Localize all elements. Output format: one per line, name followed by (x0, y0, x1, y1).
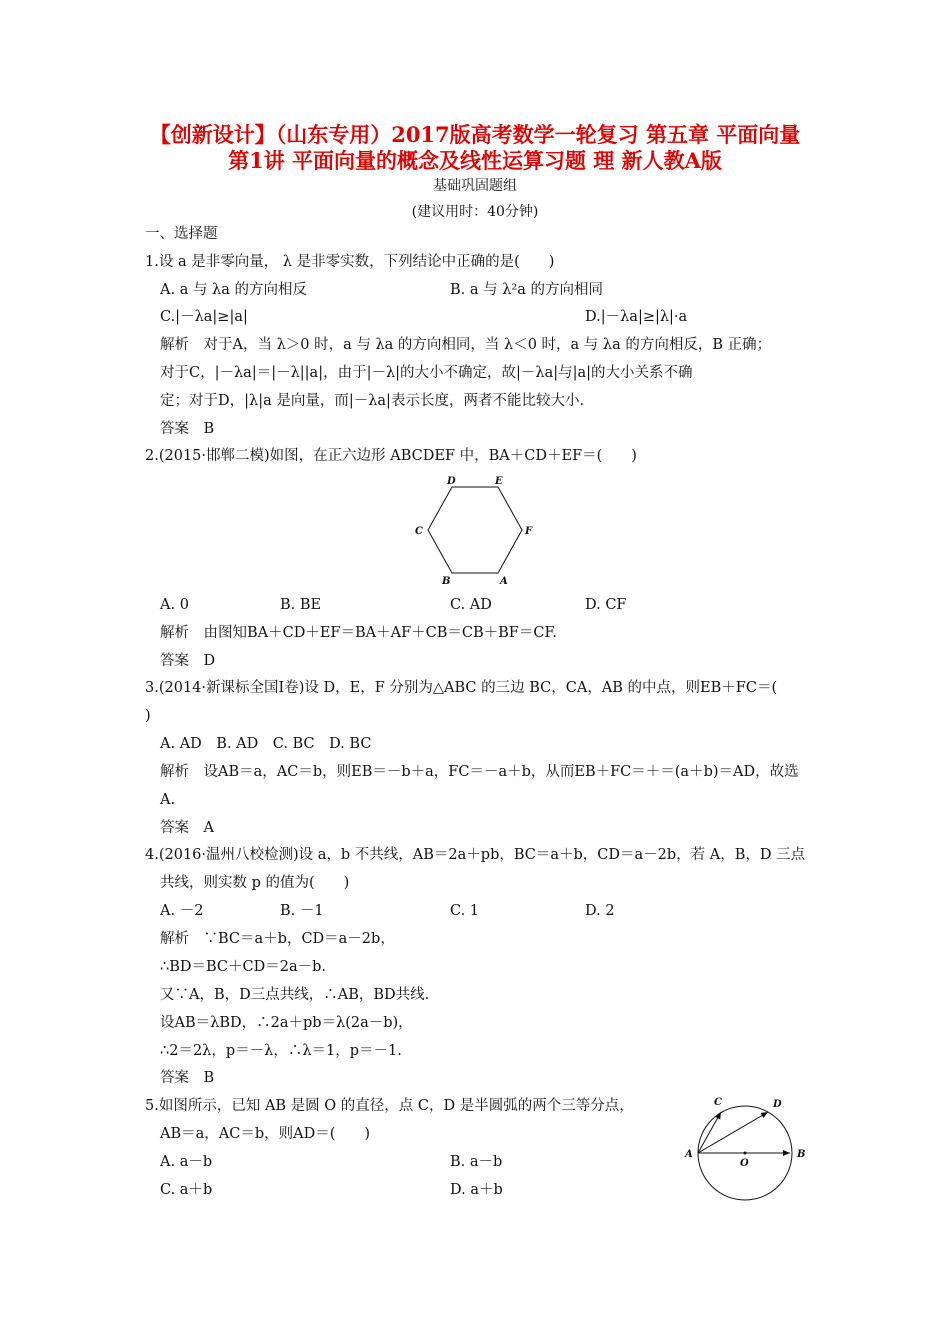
q1-option-b: B. a 与 λ²a 的方向相同 (450, 282, 603, 298)
hexagon-shape (428, 487, 522, 573)
q3-stem-line1: 3.(2014·新课标全国Ⅰ卷)设 D，E，F 分别为△ABC 的三边 BC，CA，AB 的中点，则EB＋FC＝( (145, 680, 778, 696)
q2-stem: 2.(2015·邯郸二模)如图，在正六边形 ABCDEF 中，BA＋CD＋EF＝( ) (145, 448, 637, 464)
hexagon-label-a: A (500, 576, 508, 587)
q4-stem-line2: 共线，则实数 p 的值为( ) (160, 875, 350, 891)
circle-label-b: B (797, 1149, 806, 1160)
hexagon-label-f: F (525, 526, 533, 537)
q1-answer: 答案 B (160, 421, 215, 437)
q2-option-b: B. BE (280, 597, 322, 613)
q1-option-d: D.|－λa|≥|λ|·a (585, 309, 688, 325)
q4-explanation-line5: ∴2＝2λ，p＝－λ，∴λ＝1，p＝－1. (160, 1043, 402, 1059)
q2-option-d: D. CF (585, 597, 627, 613)
time-hint: (建议用时：40分钟) (411, 204, 539, 220)
document-title-line2: 第1讲 平面向量的概念及线性运算习题 理 新人教A版 (228, 148, 722, 173)
q2-explanation: 解析 由图知BA＋CD＋EF＝BA＋AF＋CB＝CB＋BF＝CF. (160, 625, 557, 641)
q1-explanation-line1: 解析 对于A，当 λ＞0 时，a 与 λa 的方向相同，当 λ＜0 时，a 与 λa 的方向相反，B 正确； (160, 337, 772, 353)
group-heading: 基础巩固题组 (433, 178, 517, 194)
circle-label-c: C (714, 1097, 722, 1108)
hexagon-label-e: E (495, 476, 503, 487)
q5-stem-line2: AB＝a，AC＝b，则AD＝( ) (160, 1126, 371, 1142)
q5-option-b: B. a－b (450, 1154, 503, 1170)
semicircle-figure (680, 1090, 810, 1210)
document-title-line1: 【创新设计】（山东专用）2017版高考数学一轮复习 第五章 平面向量 (149, 122, 801, 147)
circle-label-d: D (773, 1099, 782, 1110)
q4-explanation-line4: 设AB＝λBD，∴2a＋pb＝λ(2a－b)， (160, 1015, 413, 1031)
hexagon-figure (405, 472, 545, 588)
q1-explanation-line3: 定；对于D，|λ|a 是向量，而|－λa|表示长度，两者不能比较大小. (160, 393, 585, 409)
q4-answer: 答案 B (160, 1070, 215, 1086)
center-point-o (744, 1152, 747, 1155)
hexagon-label-d: D (447, 476, 456, 487)
hexagon-label-b: B (442, 576, 451, 587)
q3-explanation-line2: A. (160, 792, 176, 808)
q4-explanation-line3: 又∵A，B，D三点共线，∴AB，BD共线. (160, 987, 430, 1003)
q1-option-a: A. a 与 λa 的方向相反 (160, 282, 307, 298)
q5-option-a: A. a－b (160, 1154, 213, 1170)
q5-option-c: C. a＋b (160, 1182, 213, 1198)
q2-answer: 答案 D (160, 653, 216, 669)
q4-option-a: A. －2 (160, 903, 204, 919)
vector-ad (698, 1112, 768, 1153)
q2-option-a: A. 0 (160, 597, 189, 613)
circle-label-a: A (685, 1149, 693, 1160)
q4-explanation-line1: 解析 ∵BC＝a＋b，CD＝a－2b， (160, 931, 395, 947)
q4-option-c: C. 1 (450, 903, 480, 919)
q3-stem-line2: ) (145, 708, 151, 724)
q3-answer: 答案 A (160, 820, 214, 836)
q4-option-d: D. 2 (585, 903, 615, 919)
q4-option-b: B. －1 (280, 903, 324, 919)
q1-option-c: C.|－λa|≥|a| (160, 309, 248, 325)
vector-ac (698, 1112, 721, 1153)
q1-explanation-line2: 对于C，|－λa|＝|－λ||a|，由于|－λ|的大小不确定，故|－λa|与|a|的大小关系不确 (160, 365, 693, 381)
q4-stem-line1: 4.(2016·温州八校检测)设 a，b 不共线，AB＝2a＋pb，BC＝a＋b，CD＝a－2b，若 A，B，D 三点 (145, 847, 806, 863)
q5-stem-line1: 5.如图所示，已知 AB 是圆 O 的直径，点 C，D 是半圆弧的两个三等分点， (145, 1098, 634, 1114)
q1-stem: 1.设 a 是非零向量， λ 是非零实数，下列结论中正确的是( ) (145, 254, 555, 270)
hexagon-label-c: C (415, 526, 423, 537)
q2-option-c: C. AD (450, 597, 492, 613)
q3-options: A. AD B. AD C. BC D. BC (160, 736, 372, 752)
q3-explanation-line1: 解析 设AB＝a，AC＝b，则EB＝－b＋a，FC＝－a＋b，从而EB＋FC＝＋＝(a＋b)＝AD，故选 (160, 764, 799, 780)
circle-label-o: O (740, 1158, 749, 1169)
q5-option-d: D. a＋b (450, 1182, 503, 1198)
section-heading: 一、选择题 (145, 226, 218, 242)
q4-explanation-line2: ∴BD＝BC＋CD＝2a－b. (160, 959, 327, 975)
